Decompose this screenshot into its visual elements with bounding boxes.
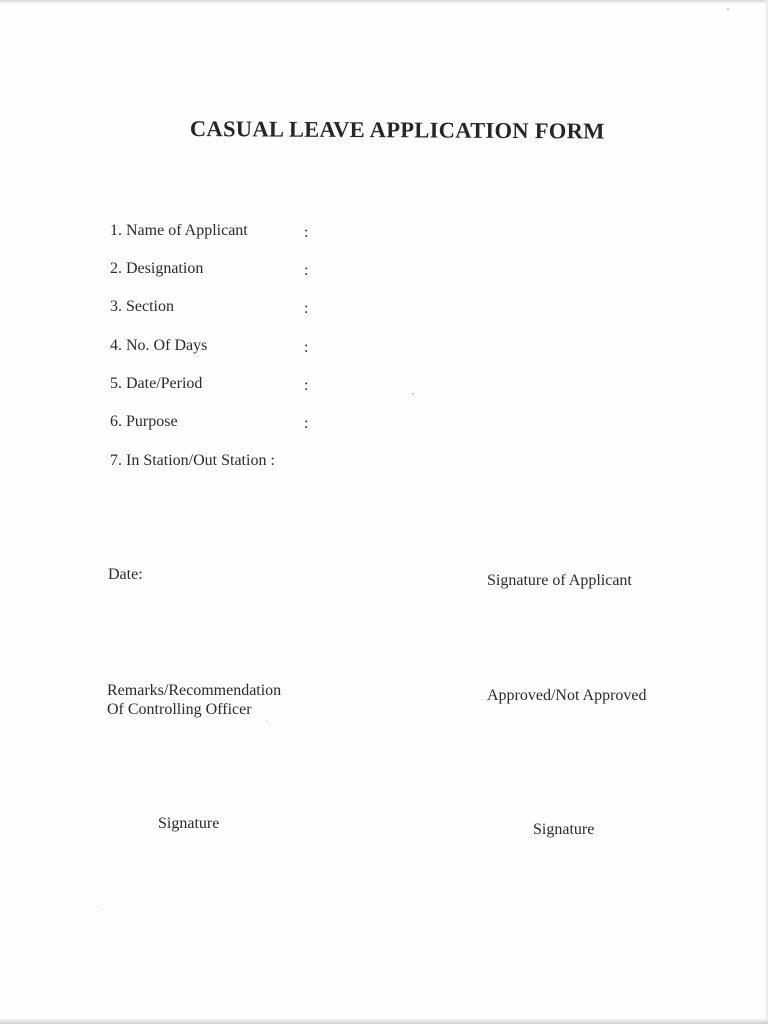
scan-edge-bottom <box>0 1019 768 1024</box>
scan-speck <box>412 393 414 395</box>
field-colon: : <box>304 262 309 279</box>
field-label: 6. Purpose <box>110 413 178 430</box>
field-label: 7. In Station/Out Station : <box>110 452 275 469</box>
field-colon: : <box>304 377 309 394</box>
approver-signature-label: Signature <box>533 821 595 838</box>
applicant-signature-label: Signature of Applicant <box>487 572 632 589</box>
field-purpose <box>110 413 309 432</box>
remarks-label-line2: Of Controlling Officer <box>107 701 252 718</box>
field-label: 5. Date/Period <box>110 375 203 392</box>
scan-speck <box>98 906 99 907</box>
date-label: Date: <box>108 566 143 583</box>
field-colon: : <box>304 224 309 241</box>
field-colon: : <box>304 415 309 432</box>
field-no-of-days <box>110 337 309 356</box>
approval-label: Approved/Not Approved <box>487 687 647 704</box>
field-colon: : <box>304 339 309 356</box>
officer-signature-label: Signature <box>158 815 220 832</box>
field-label: 4. No. Of Days <box>110 337 208 354</box>
field-date-period <box>110 375 309 394</box>
scan-speck <box>266 720 267 721</box>
field-name-of-applicant <box>110 222 309 241</box>
remarks-label-line1: Remarks/Recommendation <box>107 682 282 699</box>
field-colon: : <box>304 300 309 317</box>
field-section <box>110 298 309 317</box>
field-designation <box>110 260 309 279</box>
form-title: CASUAL LEAVE APPLICATION FORM <box>189 116 605 144</box>
field-label: 2. Designation <box>110 260 204 277</box>
scan-speck <box>727 8 729 10</box>
scan-edge-top <box>0 0 768 3</box>
field-label: 1. Name of Applicant <box>110 222 248 239</box>
field-label: 3. Section <box>110 298 174 315</box>
field-station <box>110 452 275 470</box>
